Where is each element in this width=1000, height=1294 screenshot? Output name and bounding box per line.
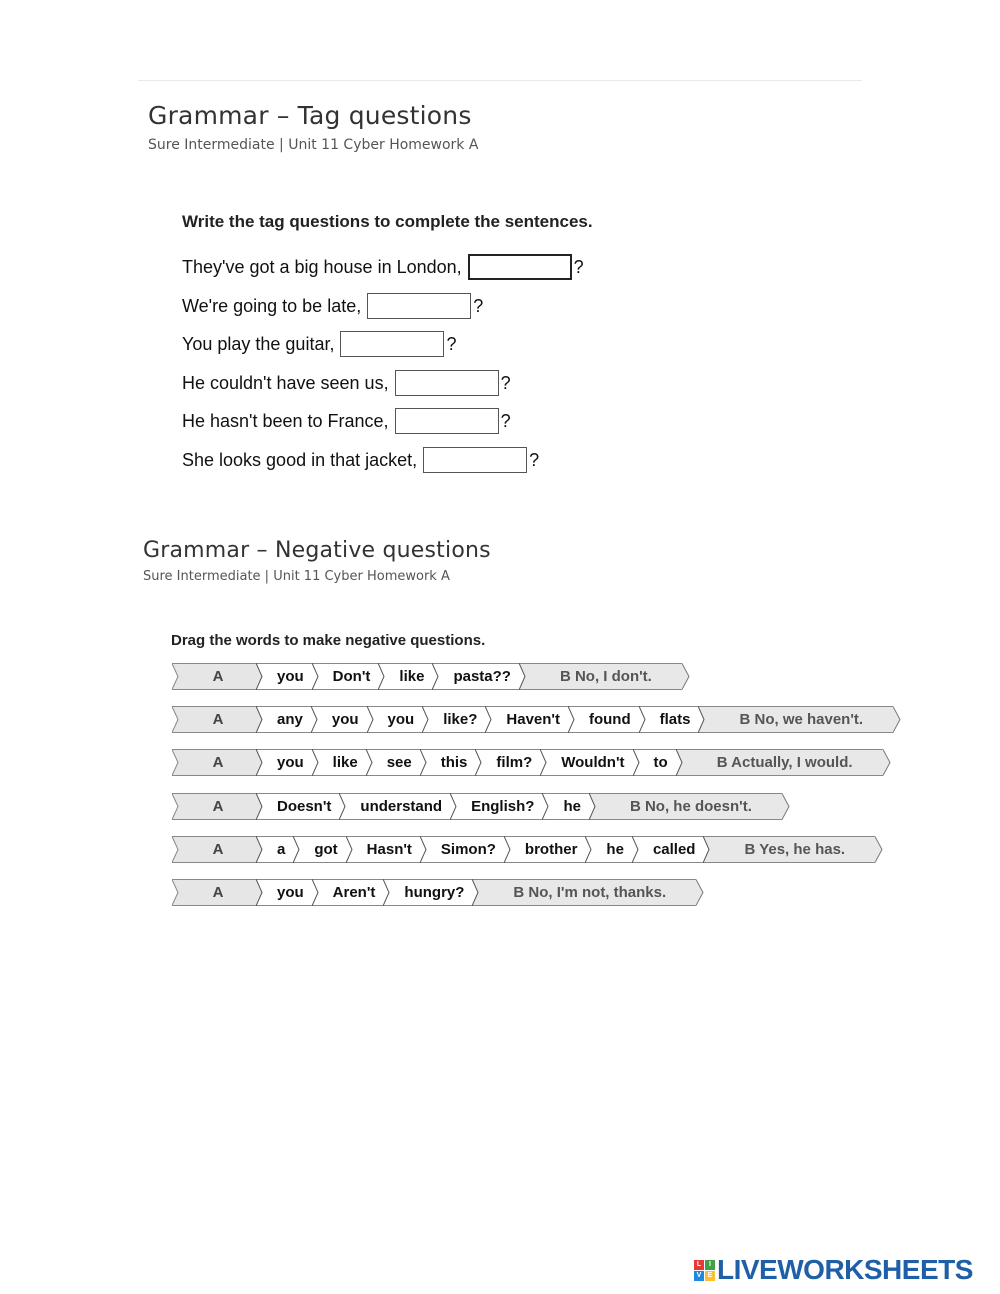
negative-question-strip <box>172 749 892 776</box>
tag-questions-title: Grammar – Tag questions <box>148 101 472 130</box>
sentence-text: You play the guitar, <box>182 333 335 354</box>
draggable-word[interactable]: Hasn't <box>357 836 420 863</box>
draggable-word[interactable]: like <box>389 663 432 690</box>
chevron-separator <box>256 836 267 863</box>
tag-answer-input[interactable] <box>395 408 499 434</box>
draggable-word[interactable]: he <box>553 793 589 820</box>
negative-question-strip <box>172 663 691 690</box>
chevron-separator <box>383 879 394 906</box>
draggable-word[interactable]: like <box>323 749 366 776</box>
tag-answer-input[interactable] <box>395 370 499 396</box>
speaker-b-reply: B No, he doesn't. <box>600 793 782 820</box>
speaker-b-reply: B No, I'm not, thanks. <box>483 879 696 906</box>
chevron-separator <box>312 749 323 776</box>
chevron-separator <box>568 706 579 733</box>
draggable-word[interactable]: you <box>267 749 312 776</box>
chevron-separator <box>311 706 322 733</box>
negative-question-strip <box>172 793 791 820</box>
chevron-separator <box>312 663 323 690</box>
speaker-a-label: A <box>180 793 256 820</box>
draggable-word[interactable]: you <box>267 663 312 690</box>
draggable-word[interactable]: flats <box>650 706 699 733</box>
chevron-separator <box>703 836 714 863</box>
draggable-word[interactable]: you <box>267 879 312 906</box>
draggable-word[interactable]: Aren't <box>323 879 384 906</box>
strip-end-cap <box>682 663 691 690</box>
chevron-separator <box>639 706 650 733</box>
logo-tiles <box>694 1260 715 1281</box>
draggable-word[interactable]: a <box>267 836 293 863</box>
draggable-word[interactable]: Doesn't <box>267 793 339 820</box>
draggable-word[interactable]: called <box>643 836 704 863</box>
chevron-separator <box>256 879 267 906</box>
strip-end-cap <box>893 706 902 733</box>
draggable-word[interactable]: see <box>377 749 420 776</box>
draggable-word[interactable]: got <box>304 836 345 863</box>
chevron-separator <box>540 749 551 776</box>
tag-answer-input[interactable] <box>468 254 572 280</box>
draggable-word[interactable]: this <box>431 749 476 776</box>
draggable-word[interactable]: film? <box>486 749 540 776</box>
tag-questions-subtitle: Sure Intermediate | Unit 11 Cyber Homework A <box>148 137 479 153</box>
logo-text: LIVEWORKSHEETS <box>717 1254 973 1285</box>
chevron-separator <box>450 793 461 820</box>
draggable-word[interactable]: pasta?? <box>443 663 519 690</box>
sentence-text: He hasn't been to France, <box>182 410 389 431</box>
sentence-text: He couldn't have seen us, <box>182 372 389 393</box>
chevron-separator <box>632 836 643 863</box>
draggable-word[interactable]: English? <box>461 793 542 820</box>
tag-questions-instruction: Write the tag questions to complete the sentences. <box>182 212 593 231</box>
negative-question-strip <box>172 879 705 906</box>
speaker-a-label: A <box>180 879 256 906</box>
chevron-separator <box>504 836 515 863</box>
tag-question-row <box>182 291 483 321</box>
chevron-separator <box>256 749 267 776</box>
speaker-a-label: A <box>180 836 256 863</box>
question-mark: ? <box>473 295 484 316</box>
chevron-separator <box>256 706 267 733</box>
strip-start-cap <box>172 836 180 863</box>
tag-question-row <box>182 406 511 436</box>
speaker-b-reply: B No, I don't. <box>530 663 682 690</box>
speaker-a-label: A <box>180 749 256 776</box>
tag-question-row <box>182 252 584 282</box>
chevron-separator <box>293 836 304 863</box>
tag-answer-input[interactable] <box>340 331 444 357</box>
negative-question-strip <box>172 706 902 733</box>
draggable-word[interactable]: to <box>644 749 676 776</box>
question-mark: ? <box>446 333 457 354</box>
sentence-text: She looks good in that jacket, <box>182 449 418 470</box>
chevron-separator <box>519 663 530 690</box>
logo-tile: E <box>705 1271 715 1281</box>
chevron-separator <box>432 663 443 690</box>
chevron-separator <box>367 706 378 733</box>
draggable-word[interactable]: you <box>322 706 367 733</box>
chevron-separator <box>346 836 357 863</box>
chevron-separator <box>420 749 431 776</box>
chevron-separator <box>422 706 433 733</box>
chevron-separator <box>475 749 486 776</box>
chevron-separator <box>312 879 323 906</box>
top-divider <box>138 80 862 81</box>
strip-start-cap <box>172 879 180 906</box>
chevron-separator <box>676 749 687 776</box>
draggable-word[interactable]: understand <box>350 793 450 820</box>
draggable-word[interactable]: like? <box>433 706 485 733</box>
chevron-separator <box>420 836 431 863</box>
draggable-word[interactable]: any <box>267 706 311 733</box>
speaker-b-reply: B Actually, I would. <box>687 749 883 776</box>
question-mark: ? <box>529 449 540 470</box>
speaker-b-reply: B Yes, he has. <box>714 836 875 863</box>
chevron-separator <box>698 706 709 733</box>
chevron-separator <box>339 793 350 820</box>
speaker-a-label: A <box>180 706 256 733</box>
strip-start-cap <box>172 749 180 776</box>
chevron-separator <box>589 793 600 820</box>
chevron-separator <box>256 663 267 690</box>
chevron-separator <box>366 749 377 776</box>
sentence-text: We're going to be late, <box>182 295 362 316</box>
chevron-separator <box>472 879 483 906</box>
sentence-text: They've got a big house in London, <box>182 256 462 277</box>
chevron-separator <box>485 706 496 733</box>
negative-questions-subtitle: Sure Intermediate | Unit 11 Cyber Homework A <box>143 569 450 584</box>
chevron-separator <box>585 836 596 863</box>
draggable-word[interactable]: he <box>596 836 632 863</box>
strip-end-cap <box>782 793 791 820</box>
tag-question-row <box>182 445 539 475</box>
negative-question-strip <box>172 836 884 863</box>
strip-end-cap <box>696 879 705 906</box>
strip-end-cap <box>883 749 892 776</box>
tag-answer-input[interactable] <box>423 447 527 473</box>
draggable-word[interactable]: you <box>378 706 423 733</box>
chevron-separator <box>542 793 553 820</box>
negative-questions-instruction: Drag the words to make negative questions. <box>171 632 486 649</box>
strip-start-cap <box>172 706 180 733</box>
tag-answer-input[interactable] <box>367 293 471 319</box>
draggable-word[interactable]: Simon? <box>431 836 504 863</box>
chevron-separator <box>378 663 389 690</box>
logo-tile: V <box>694 1271 704 1281</box>
question-mark: ? <box>573 256 584 277</box>
strip-end-cap <box>875 836 884 863</box>
liveworksheets-logo <box>694 1254 973 1286</box>
strip-start-cap <box>172 793 180 820</box>
tag-question-row <box>182 368 511 398</box>
question-mark: ? <box>500 410 511 431</box>
draggable-word[interactable]: Haven't <box>496 706 568 733</box>
negative-questions-title: Grammar – Negative questions <box>143 538 491 563</box>
speaker-a-label: A <box>180 663 256 690</box>
tag-question-row <box>182 329 456 359</box>
draggable-word[interactable]: hungry? <box>394 879 472 906</box>
chevron-separator <box>256 793 267 820</box>
speaker-b-reply: B No, we haven't. <box>709 706 893 733</box>
draggable-word[interactable]: Don't <box>323 663 379 690</box>
draggable-word[interactable]: Wouldn't <box>551 749 632 776</box>
draggable-word[interactable]: found <box>579 706 639 733</box>
question-mark: ? <box>500 372 511 393</box>
chevron-separator <box>633 749 644 776</box>
logo-tile: I <box>705 1260 715 1270</box>
strip-start-cap <box>172 663 180 690</box>
draggable-word[interactable]: brother <box>515 836 586 863</box>
logo-tile: L <box>694 1260 704 1270</box>
